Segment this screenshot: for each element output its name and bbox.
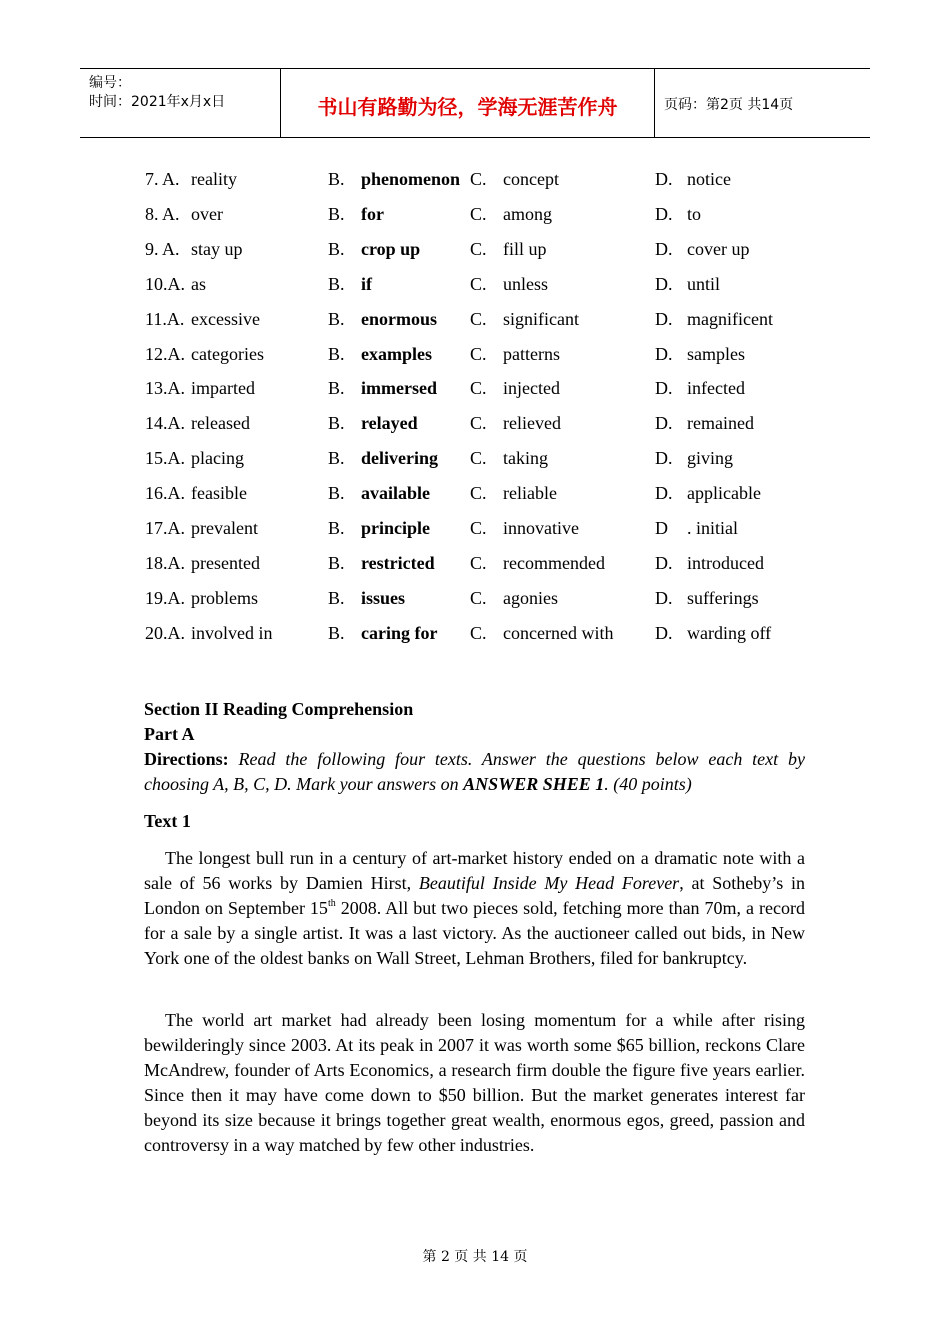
option-c-label: C. [470,273,487,294]
header-page-number: 页码：第2页 共14页 [664,97,794,113]
option-c-label: C. [470,378,487,399]
document-time-label: 时间：2021年x月x日 [89,94,226,110]
option-d: introduced [687,552,764,573]
option-c: recommended [503,552,605,573]
option-a: problems [191,587,258,608]
option-c-label: C. [470,622,487,643]
option-d: infected [687,378,745,399]
option-a: feasible [191,483,247,504]
answer-sheet-label: ANSWER SHEE 1 [463,774,605,794]
option-b: available [361,483,431,504]
question-row [0,588,950,614]
option-c: innovative [503,518,579,538]
option-d-label: D. [655,273,673,294]
question-number: 20.A. [145,622,185,643]
header-meta-cell [80,69,281,137]
option-c: reliable [503,483,557,504]
question-row [0,274,950,300]
option-d: warding off [687,622,772,643]
question-row [0,553,950,579]
option-c-label: C. [470,308,487,329]
p1-start: The longest bull run in a century of art-market history ended on a dramatic note with a sale of 56 works by Damien Hirst, [144,848,805,893]
directions-points: . (40 points) [604,774,692,794]
option-d: magnificent [687,308,773,329]
option-b-label: B. [328,273,345,294]
directions-label: Directions: [144,749,229,769]
option-d-label: D. [655,587,673,608]
option-c: concerned with [503,622,614,643]
p1-artwork-title: Beautiful Inside My Head Forever [418,873,680,893]
option-c-label: C. [470,552,487,573]
option-d-label: D [655,518,668,538]
question-number: 17.A. [145,518,185,538]
page-header [80,68,870,138]
question-row [0,204,950,230]
directions-text: Read the following four texts. Answer the questions below each text by choosing A, B, C, D. Mark your answers on [144,749,805,794]
option-b: enormous [361,308,437,329]
question-number: 13.A. [145,378,185,399]
question-number: 18.A. [145,552,185,573]
option-d: giving [687,448,734,469]
option-b: principle [361,518,431,538]
p1-superscript: th [327,898,336,909]
question-row [0,483,950,509]
option-c-label: C. [470,238,487,259]
option-b-label: B. [328,622,345,643]
option-c: among [503,203,552,224]
option-a: excessive [191,308,260,329]
part-title: Part A [144,724,195,744]
p1-mid: , at Sotheby’s in London on September 15 [144,873,806,918]
option-a: reality [191,169,237,189]
option-c: concept [503,169,559,189]
option-d-label: D. [655,483,673,504]
option-d: applicable [687,483,761,504]
option-b-label: B. [328,203,345,224]
option-b: caring for [361,622,438,643]
option-a: released [191,413,250,434]
option-d: cover up [687,238,750,259]
question-row [0,378,950,404]
document-number-label: 编号： [89,75,131,91]
question-number: 7. A. [145,169,180,189]
page-footer: 第 2 页 共 14 页 [422,1249,528,1265]
section-title: Section II Reading Comprehension [144,699,414,719]
question-row [0,623,950,649]
option-c-label: C. [470,203,487,224]
option-d-label: D. [655,622,673,643]
option-b: immersed [361,378,437,399]
question-number: 8. A. [145,203,180,224]
option-c: agonies [503,587,558,608]
question-number: 14.A. [145,413,185,434]
option-d: sufferings [687,587,759,608]
option-b-label: B. [328,413,345,434]
question-row [0,413,950,439]
option-b: relayed [361,413,418,434]
option-c-label: C. [470,343,487,364]
option-b-label: B. [328,448,345,469]
option-b: issues [361,587,406,608]
option-c-label: C. [470,169,487,189]
option-d: samples [687,343,745,364]
option-a: over [191,203,223,224]
question-number: 15.A. [145,448,185,469]
option-b-label: B. [328,483,345,504]
option-d-label: D. [655,378,673,399]
option-c: unless [503,273,548,294]
question-number: 12.A. [145,343,185,364]
option-c-label: C. [470,483,487,504]
option-b: delivering [361,448,438,469]
option-b-label: B. [328,343,345,364]
header-motto: 书山有路勤为径，学海无涯苦作舟 [317,95,618,119]
option-d: to [687,203,702,224]
option-a: imparted [191,378,255,399]
option-c-label: C. [470,518,487,538]
question-row [0,239,950,265]
question-number: 10.A. [145,273,185,294]
option-c: fill up [503,238,547,259]
directions-paragraph [144,747,805,797]
option-c: injected [503,378,560,399]
option-c-label: C. [470,448,487,469]
option-c: relieved [503,413,561,434]
option-a: as [191,273,206,294]
question-number: 9. A. [145,238,180,259]
option-c: significant [503,308,579,329]
option-a: stay up [191,238,243,259]
option-d-label: D. [655,203,673,224]
question-row [0,344,950,370]
option-b: crop up [361,238,421,259]
option-a: involved in [191,622,273,643]
option-c: patterns [503,343,560,364]
option-c-label: C. [470,413,487,434]
option-a: placing [191,448,244,469]
option-d-label: D. [655,169,673,189]
question-row [0,448,950,474]
option-d: until [687,273,721,294]
option-b: restricted [361,552,435,573]
question-number: 11.A. [145,308,185,329]
option-b-label: B. [328,587,345,608]
text1-paragraph-2: The world art market had already been losing momentum for a while after rising bewilderingly since 2003. At its peak in 2007 it was worth some $65 billion, reckons Clare McAndrew, founder of Arts Economics, a research firm double the figure five years earlier. Since then it may have come down to $50 billion. But the market generates interest far beyond its size because it brings together great wealth, enormous egos, greed, passion and controversy in a way matched by few other industries. [144,1010,805,1155]
option-b-label: B. [328,169,345,189]
question-number: 19.A. [145,587,185,608]
option-b: for [361,203,384,224]
question-number: 16.A. [145,483,185,504]
option-d-label: D. [655,552,673,573]
option-c: taking [503,448,548,469]
option-d-label: D. [655,343,673,364]
option-d-label: D. [655,308,673,329]
option-a: prevalent [191,518,258,538]
option-a: categories [191,343,264,364]
option-b-label: B. [328,308,345,329]
option-b-label: B. [328,238,345,259]
text1-paragraph-1 [144,846,805,971]
option-b: examples [361,343,432,364]
option-d-label: D. [655,413,673,434]
option-b: if [361,273,372,294]
text1-heading: Text 1 [144,811,191,831]
question-row [0,309,950,335]
option-d: . initial [687,518,738,538]
option-b-label: B. [328,518,345,538]
option-c-label: C. [470,587,487,608]
header-page-cell [655,69,870,137]
option-d: remained [687,413,754,434]
question-row [0,169,950,195]
option-a: presented [191,552,260,573]
option-b: phenomenon [361,169,461,189]
option-b-label: B. [328,552,345,573]
option-d-label: D. [655,448,673,469]
option-d-label: D. [655,238,673,259]
p1-end: 2008. All but two pieces sold, fetching more than 70m, a record for a sale by a single artist. It was a last victory. As the auctioneer called out bids, in New York one of the oldest banks on Wall Street, Lehman Brothers, filed for bankruptcy. [144,898,805,968]
option-b-label: B. [328,378,345,399]
question-row [0,518,950,544]
option-d: notice [687,169,731,189]
header-motto-cell [281,69,655,137]
